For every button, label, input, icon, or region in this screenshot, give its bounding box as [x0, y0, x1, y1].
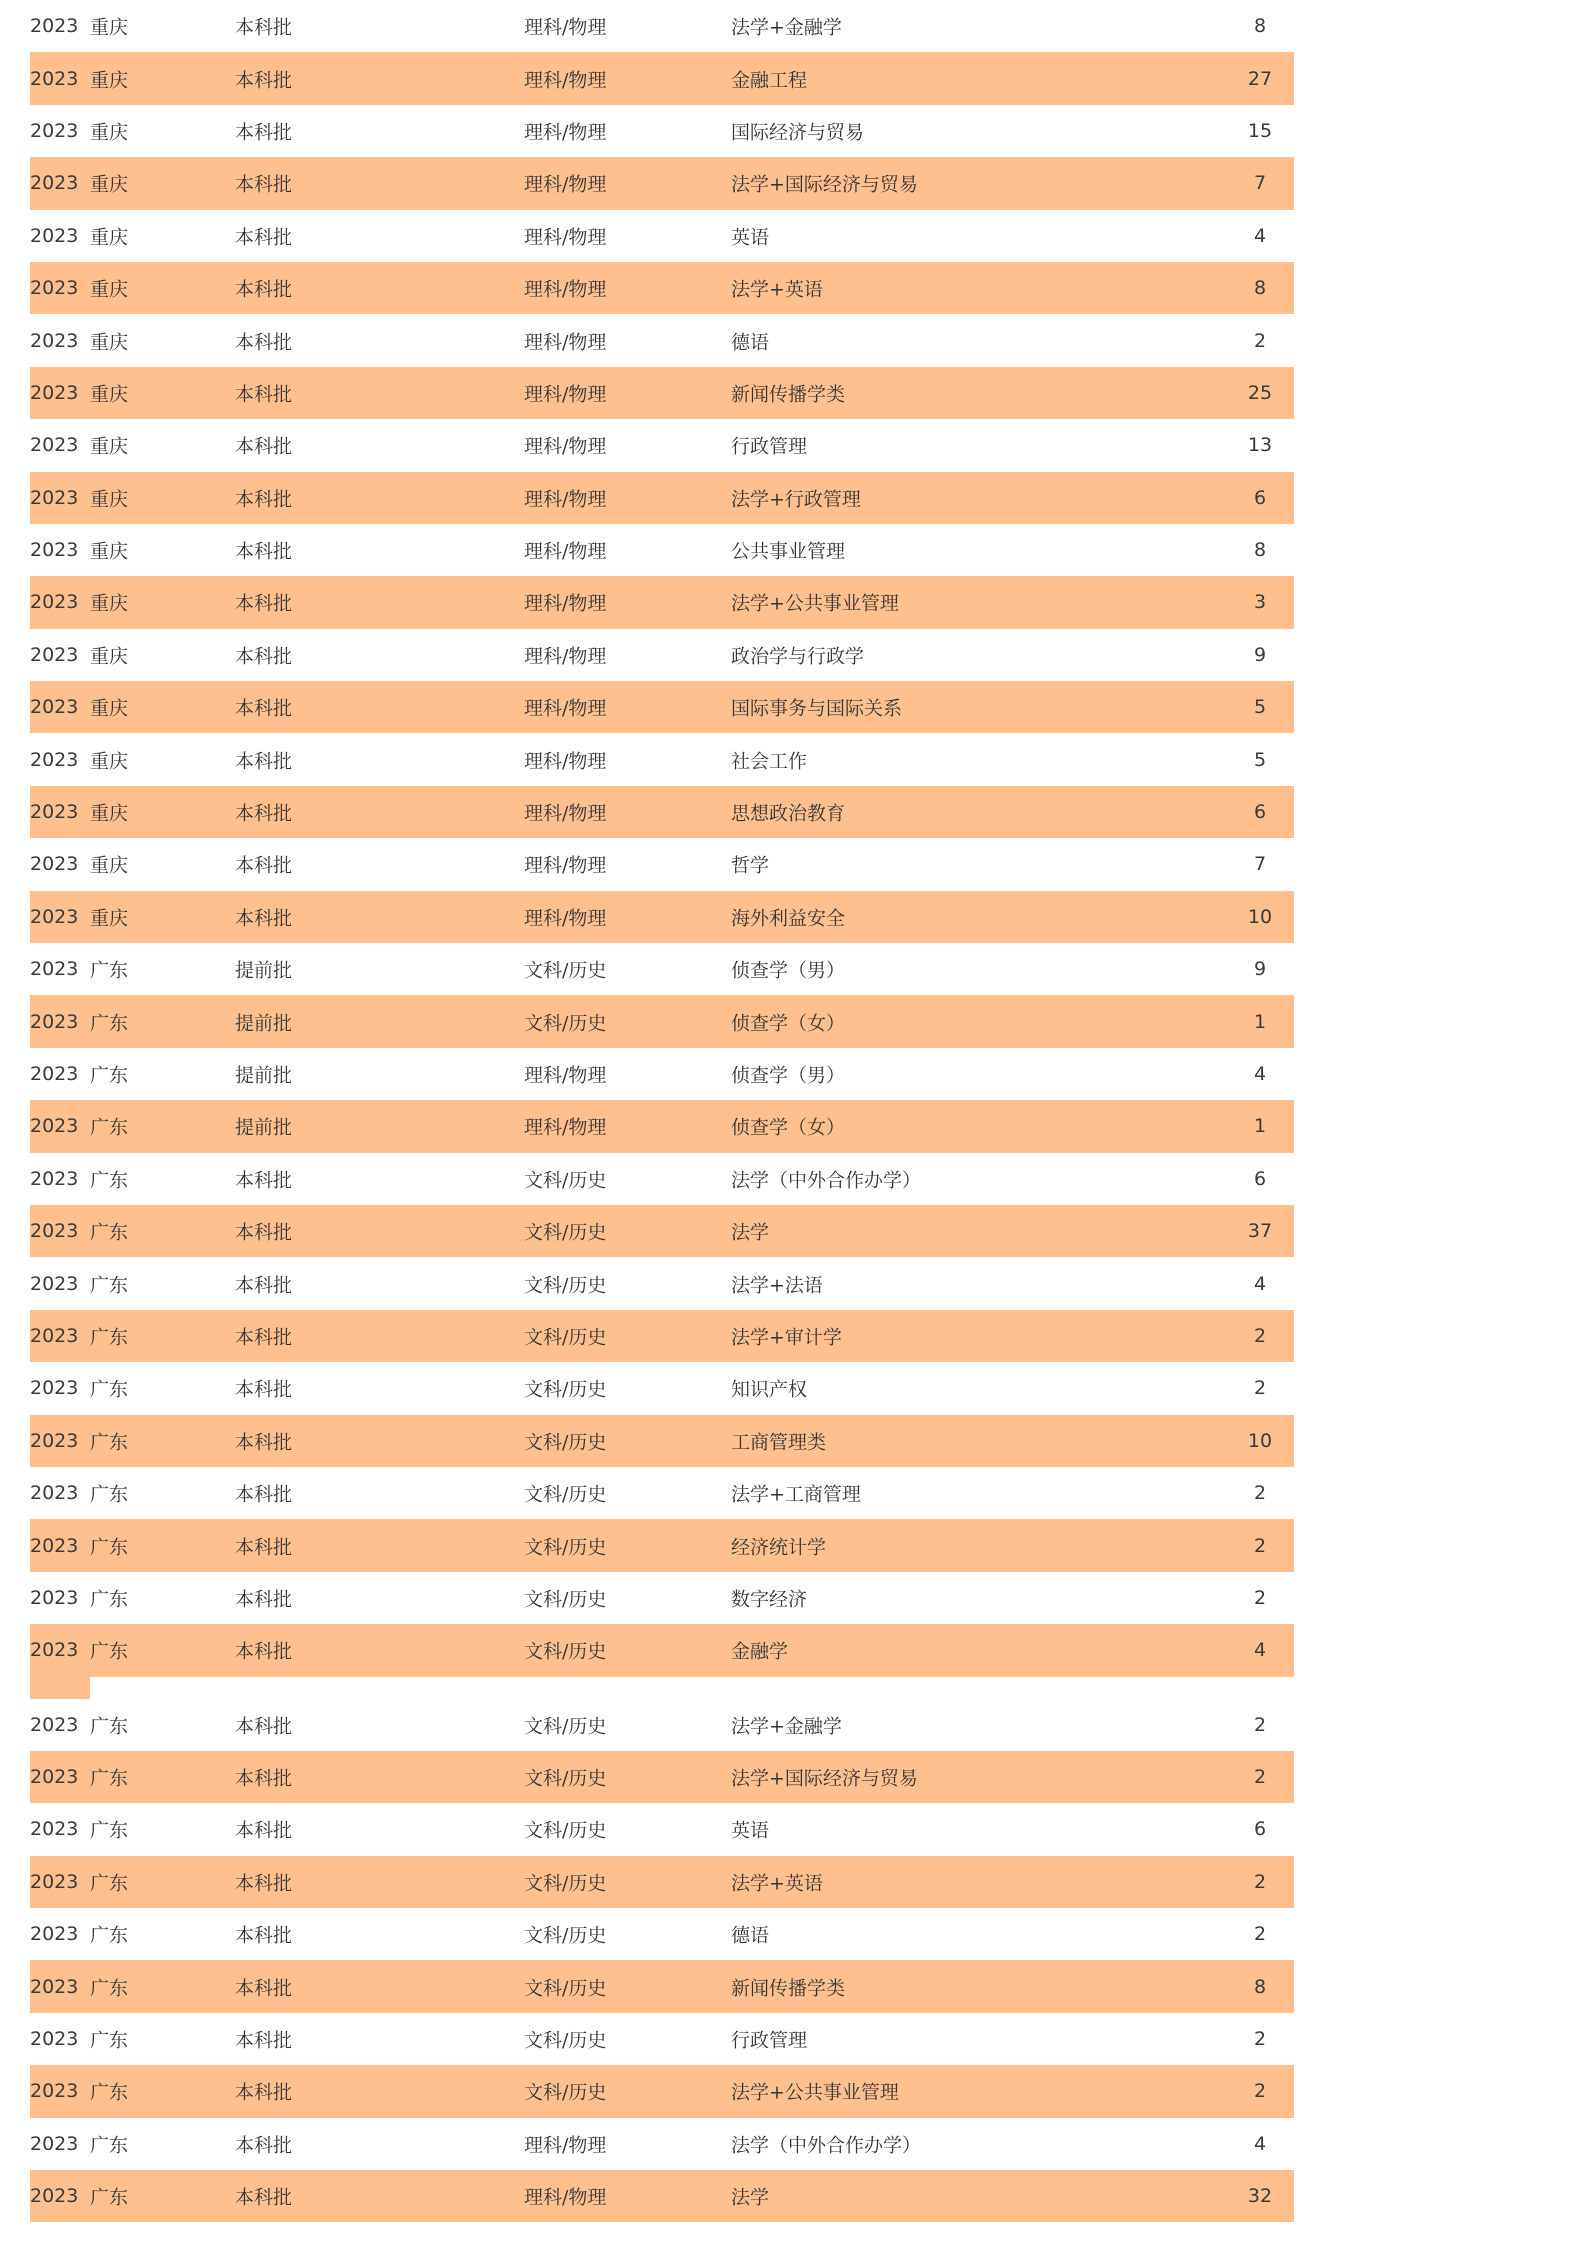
batch-cell: 提前批 [235, 1116, 293, 1139]
province-cell: 广东 [90, 2029, 129, 2052]
province-cell: 广东 [90, 1012, 129, 1035]
year-cell: 2023 [30, 2080, 79, 2103]
count-cell: 10 [1247, 905, 1273, 928]
count-cell: 6 [1253, 1167, 1267, 1190]
major-cell: 法学+英语 [731, 1872, 823, 1895]
subject-cell: 理科/物理 [524, 645, 607, 668]
batch-cell: 本科批 [235, 488, 293, 511]
year-cell: 2023 [30, 1713, 79, 1736]
year-cell: 2023 [30, 1482, 79, 1505]
province-cell: 重庆 [90, 488, 129, 511]
batch-cell: 本科批 [235, 278, 293, 301]
major-cell: 法学（中外合作办学） [731, 1169, 922, 1192]
year-cell: 2023 [30, 1220, 79, 1243]
batch-cell: 本科批 [235, 2134, 293, 2157]
table-row [30, 105, 1294, 157]
subject-cell: 文科/历史 [524, 1274, 607, 1297]
count-cell: 1 [1253, 1115, 1267, 1138]
table-row [30, 1205, 1294, 1257]
year-cell: 2023 [30, 539, 79, 562]
year-cell: 2023 [30, 15, 79, 38]
count-cell: 10 [1247, 1429, 1273, 1452]
batch-cell: 本科批 [235, 592, 293, 615]
table-row [30, 1699, 1294, 1751]
subject-cell: 文科/历史 [524, 1536, 607, 1559]
major-cell: 经济统计学 [731, 1536, 827, 1559]
province-cell: 重庆 [90, 278, 129, 301]
count-cell: 27 [1247, 67, 1273, 90]
subject-cell: 理科/物理 [524, 2134, 607, 2157]
year-cell: 2023 [30, 277, 79, 300]
subject-cell: 文科/历史 [524, 1221, 607, 1244]
table-row [30, 1153, 1294, 1205]
count-cell: 32 [1247, 2185, 1273, 2208]
year-cell: 2023 [30, 1272, 79, 1295]
major-cell: 侦查学（男） [731, 959, 846, 982]
count-cell: 2 [1253, 1923, 1267, 1946]
subject-cell: 文科/历史 [524, 1431, 607, 1454]
major-cell: 法学+行政管理 [731, 488, 861, 511]
major-cell: 行政管理 [731, 2029, 808, 2052]
province-cell: 广东 [90, 2081, 129, 2104]
batch-cell: 本科批 [235, 1924, 293, 1947]
batch-cell: 本科批 [235, 697, 293, 720]
batch-cell: 本科批 [235, 1872, 293, 1895]
major-cell: 金融工程 [731, 69, 808, 92]
year-cell: 2023 [30, 1063, 79, 1085]
major-cell: 德语 [731, 1924, 770, 1947]
count-cell: 4 [1253, 1063, 1267, 1085]
table-row [30, 367, 1294, 419]
table-row [30, 681, 1294, 733]
subject-cell: 理科/物理 [524, 121, 607, 144]
table-row [30, 210, 1294, 262]
batch-cell: 本科批 [235, 645, 293, 668]
table-row [30, 1908, 1294, 1960]
subject-cell: 文科/历史 [524, 1378, 607, 1401]
subject-cell: 理科/物理 [524, 1064, 607, 1087]
major-cell: 法学 [731, 2186, 770, 2209]
major-cell: 工商管理类 [731, 1431, 827, 1454]
count-cell: 1 [1253, 1010, 1267, 1033]
table-row [30, 1519, 1294, 1571]
count-cell: 6 [1253, 486, 1267, 509]
year-cell: 2023 [30, 172, 79, 195]
subject-cell: 文科/历史 [524, 1169, 607, 1192]
subject-cell: 文科/历史 [524, 1977, 607, 2000]
count-cell: 8 [1253, 277, 1267, 300]
province-cell: 重庆 [90, 645, 129, 668]
year-cell: 2023 [30, 643, 79, 666]
table-row [30, 838, 1294, 890]
year-cell: 2023 [30, 958, 79, 981]
major-cell: 政治学与行政学 [731, 645, 865, 668]
province-cell: 广东 [90, 1431, 129, 1454]
subject-cell: 文科/历史 [524, 2029, 607, 2052]
province-cell: 广东 [90, 1221, 129, 1244]
subject-cell: 理科/物理 [524, 592, 607, 615]
count-cell: 37 [1247, 1220, 1273, 1243]
year-cell: 2023 [30, 853, 79, 876]
admission-quota-table [30, 0, 1294, 2222]
batch-cell: 本科批 [235, 2029, 293, 2052]
subject-cell: 文科/历史 [524, 1012, 607, 1035]
year-cell: 2023 [30, 748, 79, 771]
major-cell: 哲学 [731, 854, 770, 877]
province-cell: 广东 [90, 1588, 129, 1611]
subject-cell: 理科/物理 [524, 435, 607, 458]
batch-cell: 本科批 [235, 1536, 293, 1559]
province-cell: 重庆 [90, 226, 129, 249]
year-cell: 2023 [30, 1429, 79, 1452]
year-cell: 2023 [30, 1923, 79, 1946]
table-row [30, 1624, 1294, 1676]
year-cell: 2023 [30, 1167, 79, 1190]
major-cell: 新闻传播学类 [731, 383, 846, 406]
province-cell: 重庆 [90, 121, 129, 144]
subject-cell: 理科/物理 [524, 226, 607, 249]
count-cell: 7 [1253, 853, 1267, 876]
province-cell: 重庆 [90, 435, 129, 458]
year-cell: 2023 [30, 329, 79, 352]
year-cell: 2023 [30, 1639, 79, 1662]
batch-cell: 本科批 [235, 16, 293, 39]
year-cell: 2023 [30, 224, 79, 247]
table-row [30, 1310, 1294, 1362]
year-cell: 2023 [30, 905, 79, 928]
subject-cell: 理科/物理 [524, 2186, 607, 2209]
province-cell: 广东 [90, 1169, 129, 1192]
batch-cell: 本科批 [235, 1326, 293, 1349]
table-row [30, 891, 1294, 943]
table-row [30, 52, 1294, 104]
batch-cell: 本科批 [235, 1378, 293, 1401]
province-cell: 广东 [90, 1064, 129, 1087]
province-cell: 广东 [90, 1116, 129, 1139]
major-cell: 国际经济与贸易 [731, 121, 865, 144]
subject-cell: 文科/历史 [524, 1924, 607, 1947]
province-cell: 广东 [90, 1977, 129, 2000]
table-row [30, 1960, 1294, 2012]
count-cell: 2 [1253, 1713, 1267, 1736]
province-cell: 重庆 [90, 16, 129, 39]
year-cell: 2023 [30, 2028, 79, 2051]
table-row [30, 0, 1294, 52]
province-cell: 重庆 [90, 592, 129, 615]
major-cell: 知识产权 [731, 1378, 808, 1401]
batch-cell: 本科批 [235, 1169, 293, 1192]
count-cell: 2 [1253, 1324, 1267, 1347]
count-cell: 2 [1253, 1377, 1267, 1400]
province-cell: 重庆 [90, 383, 129, 406]
year-cell: 2023 [30, 1324, 79, 1347]
province-cell: 重庆 [90, 750, 129, 773]
province-cell: 广东 [90, 1872, 129, 1895]
year-cell: 2023 [30, 1975, 79, 1998]
major-cell: 德语 [731, 331, 770, 354]
province-cell: 广东 [90, 1274, 129, 1297]
subject-cell: 理科/物理 [524, 1116, 607, 1139]
major-cell: 社会工作 [731, 750, 808, 773]
year-cell: 2023 [30, 696, 79, 719]
batch-cell: 本科批 [235, 2081, 293, 2104]
province-cell: 重庆 [90, 854, 129, 877]
major-cell: 侦查学（女） [731, 1012, 846, 1035]
count-cell: 2 [1253, 2080, 1267, 2103]
province-cell: 广东 [90, 2134, 129, 2157]
subject-cell: 文科/历史 [524, 1715, 607, 1738]
table-row [30, 1572, 1294, 1624]
table-row [30, 943, 1294, 995]
subject-cell: 文科/历史 [524, 2081, 607, 2104]
major-cell: 侦查学（女） [731, 1116, 846, 1139]
count-cell: 6 [1253, 801, 1267, 824]
year-cell: 2023 [30, 2132, 79, 2155]
batch-cell: 本科批 [235, 1274, 293, 1297]
batch-cell: 本科批 [235, 331, 293, 354]
batch-cell: 本科批 [235, 854, 293, 877]
count-cell: 4 [1253, 1639, 1267, 1662]
count-cell: 7 [1253, 172, 1267, 195]
table-row [30, 419, 1294, 471]
subject-cell: 文科/历史 [524, 1640, 607, 1663]
batch-cell: 本科批 [235, 121, 293, 144]
subject-cell: 文科/历史 [524, 1326, 607, 1349]
batch-cell: 本科批 [235, 1431, 293, 1454]
subject-cell: 理科/物理 [524, 697, 607, 720]
province-cell: 广东 [90, 1326, 129, 1349]
batch-cell: 本科批 [235, 435, 293, 458]
table-row [30, 1257, 1294, 1309]
count-cell: 25 [1247, 381, 1273, 404]
batch-cell: 本科批 [235, 1483, 293, 1506]
year-cell: 2023 [30, 434, 79, 457]
province-cell: 广东 [90, 1483, 129, 1506]
batch-cell: 本科批 [235, 226, 293, 249]
batch-cell: 本科批 [235, 383, 293, 406]
province-cell: 广东 [90, 1378, 129, 1401]
major-cell: 数字经济 [731, 1588, 808, 1611]
year-cell: 2023 [30, 1115, 79, 1138]
table-row [30, 524, 1294, 576]
batch-cell: 本科批 [235, 173, 293, 196]
count-cell: 4 [1253, 1272, 1267, 1295]
major-cell: 法学+公共事业管理 [731, 2081, 899, 2104]
major-cell: 新闻传播学类 [731, 1977, 846, 2000]
subject-cell: 理科/物理 [524, 854, 607, 877]
subject-cell: 理科/物理 [524, 278, 607, 301]
table-row [30, 733, 1294, 785]
major-cell: 法学+法语 [731, 1274, 823, 1297]
count-cell: 2 [1253, 1586, 1267, 1609]
batch-cell: 本科批 [235, 540, 293, 563]
count-cell: 2 [1253, 329, 1267, 352]
major-cell: 法学+国际经济与贸易 [731, 1767, 918, 1790]
table-row [30, 629, 1294, 681]
major-cell: 英语 [731, 1819, 770, 1842]
subject-cell: 文科/历史 [524, 959, 607, 982]
batch-cell: 本科批 [235, 1977, 293, 2000]
subject-cell: 理科/物理 [524, 69, 607, 92]
table-row [30, 1362, 1294, 1414]
province-cell: 广东 [90, 959, 129, 982]
table-row [30, 786, 1294, 838]
batch-cell: 本科批 [235, 1221, 293, 1244]
province-cell: 重庆 [90, 173, 129, 196]
table-row [30, 1467, 1294, 1519]
page-break-gap [30, 1677, 1294, 1699]
major-cell: 行政管理 [731, 435, 808, 458]
major-cell: 英语 [731, 226, 770, 249]
table-row [30, 2170, 1294, 2222]
batch-cell: 本科批 [235, 1588, 293, 1611]
province-cell: 重庆 [90, 697, 129, 720]
year-cell: 2023 [30, 1818, 79, 1841]
major-cell: 法学（中外合作办学） [731, 2134, 922, 2157]
table-row [30, 314, 1294, 366]
batch-cell: 提前批 [235, 1012, 293, 1035]
subject-cell: 文科/历史 [524, 1483, 607, 1506]
subject-cell: 文科/历史 [524, 1767, 607, 1790]
count-cell: 13 [1247, 434, 1273, 457]
count-cell: 9 [1253, 643, 1267, 666]
count-cell: 6 [1253, 1818, 1267, 1841]
year-cell: 2023 [30, 1377, 79, 1400]
year-cell: 2023 [30, 2185, 79, 2208]
subject-cell: 理科/物理 [524, 16, 607, 39]
table-row [30, 576, 1294, 628]
major-cell: 金融学 [731, 1640, 789, 1663]
year-cell: 2023 [30, 1586, 79, 1609]
major-cell: 法学+英语 [731, 278, 823, 301]
major-cell: 海外利益安全 [731, 907, 846, 930]
table-row [30, 1803, 1294, 1855]
subject-cell: 理科/物理 [524, 383, 607, 406]
major-cell: 思想政治教育 [731, 802, 846, 825]
table-row [30, 1751, 1294, 1803]
major-cell: 侦查学（男） [731, 1064, 846, 1087]
province-cell: 广东 [90, 1640, 129, 1663]
subject-cell: 文科/历史 [524, 1872, 607, 1895]
batch-cell: 本科批 [235, 750, 293, 773]
batch-cell: 提前批 [235, 1064, 293, 1087]
count-cell: 9 [1253, 958, 1267, 981]
province-cell: 广东 [90, 1924, 129, 1947]
table-row [30, 995, 1294, 1047]
major-cell: 法学+国际经济与贸易 [731, 173, 918, 196]
province-cell: 广东 [90, 1715, 129, 1738]
table-row [30, 2013, 1294, 2065]
count-cell: 3 [1253, 591, 1267, 614]
year-cell: 2023 [30, 801, 79, 824]
table-row [30, 2065, 1294, 2117]
province-cell: 广东 [90, 1819, 129, 1842]
subject-cell: 理科/物理 [524, 750, 607, 773]
subject-cell: 理科/物理 [524, 802, 607, 825]
subject-cell: 文科/历史 [524, 1588, 607, 1611]
subject-cell: 理科/物理 [524, 331, 607, 354]
province-cell: 广东 [90, 2186, 129, 2209]
count-cell: 2 [1253, 1534, 1267, 1557]
batch-cell: 本科批 [235, 69, 293, 92]
year-cell: 2023 [30, 67, 79, 90]
table-row [30, 1100, 1294, 1152]
year-cell: 2023 [30, 591, 79, 614]
major-cell: 法学+审计学 [731, 1326, 842, 1349]
table-row [30, 1856, 1294, 1908]
table-row [30, 157, 1294, 209]
major-cell: 法学+金融学 [731, 1715, 842, 1738]
count-cell: 4 [1253, 2132, 1267, 2155]
count-cell: 2 [1253, 1870, 1267, 1893]
subject-cell: 文科/历史 [524, 1819, 607, 1842]
count-cell: 8 [1253, 1975, 1267, 1998]
table-row [30, 472, 1294, 524]
batch-cell: 本科批 [235, 907, 293, 930]
batch-cell: 本科批 [235, 1819, 293, 1842]
batch-cell: 本科批 [235, 1715, 293, 1738]
year-cell: 2023 [30, 119, 79, 142]
year-cell: 2023 [30, 381, 79, 404]
major-cell: 法学+金融学 [731, 16, 842, 39]
table-row [30, 2118, 1294, 2170]
table-row [30, 262, 1294, 314]
province-cell: 重庆 [90, 540, 129, 563]
count-cell: 2 [1253, 2028, 1267, 2051]
subject-cell: 理科/物理 [524, 173, 607, 196]
row-fill-stub [30, 1677, 90, 1699]
count-cell: 5 [1253, 696, 1267, 719]
major-cell: 法学+公共事业管理 [731, 592, 899, 615]
batch-cell: 提前批 [235, 959, 293, 982]
subject-cell: 理科/物理 [524, 488, 607, 511]
major-cell: 国际事务与国际关系 [731, 697, 903, 720]
year-cell: 2023 [30, 486, 79, 509]
subject-cell: 理科/物理 [524, 907, 607, 930]
count-cell: 2 [1253, 1482, 1267, 1505]
province-cell: 重庆 [90, 907, 129, 930]
major-cell: 公共事业管理 [731, 540, 846, 563]
count-cell: 5 [1253, 748, 1267, 771]
year-cell: 2023 [30, 1010, 79, 1033]
province-cell: 重庆 [90, 69, 129, 92]
count-cell: 4 [1253, 224, 1267, 247]
batch-cell: 本科批 [235, 1767, 293, 1790]
year-cell: 2023 [30, 1534, 79, 1557]
count-cell: 8 [1253, 539, 1267, 562]
subject-cell: 理科/物理 [524, 540, 607, 563]
count-cell: 2 [1253, 1766, 1267, 1789]
province-cell: 重庆 [90, 802, 129, 825]
count-cell: 15 [1247, 119, 1273, 142]
province-cell: 广东 [90, 1536, 129, 1559]
batch-cell: 本科批 [235, 1640, 293, 1663]
major-cell: 法学 [731, 1221, 770, 1244]
batch-cell: 本科批 [235, 802, 293, 825]
major-cell: 法学+工商管理 [731, 1483, 861, 1506]
count-cell: 8 [1253, 15, 1267, 38]
batch-cell: 本科批 [235, 2186, 293, 2209]
province-cell: 重庆 [90, 331, 129, 354]
table-row [30, 1415, 1294, 1467]
province-cell: 广东 [90, 1767, 129, 1790]
year-cell: 2023 [30, 1766, 79, 1789]
year-cell: 2023 [30, 1870, 79, 1893]
table-row [30, 1048, 1294, 1100]
